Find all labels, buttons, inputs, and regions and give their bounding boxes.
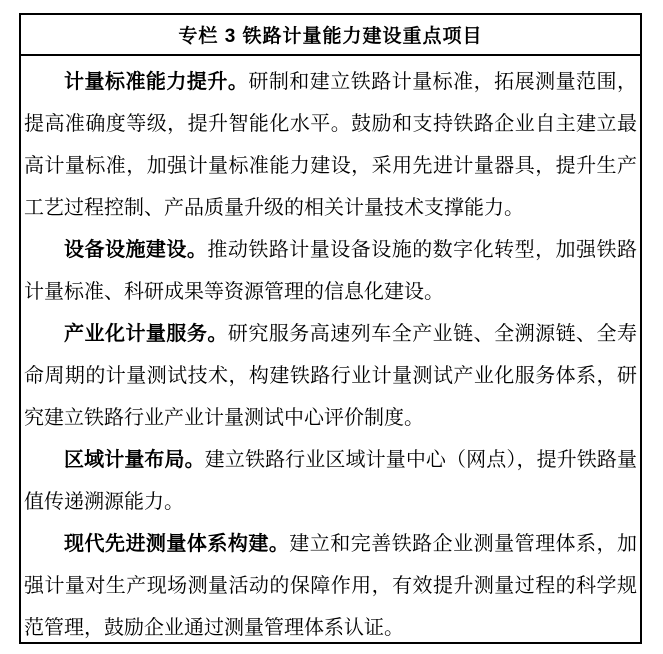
column-box-panel [19,13,642,644]
paragraph-lead: 区域计量布局。 [64,449,205,471]
paragraph-text: 推动铁路计量设备设施的数字化转型，加强铁路计量标准、科研成果等资源管理的信息化建设。 [24,239,638,303]
paragraph-lead: 现代先进测量体系构建。 [64,533,290,555]
paragraph [24,61,637,229]
panel-body [21,56,640,649]
paragraph [24,523,637,649]
paragraph [24,313,637,439]
paragraph [24,229,637,313]
paragraph-text: 研究服务高速列车全产业链、全溯源链、全寿命周期的计量测试技术，构建铁路行业计量测试产业化服务体系，研究建立铁路行业产业计量测试中心评价制度。 [24,323,638,429]
paragraph-lead: 产业化计量服务。 [64,323,228,345]
paragraph-text: 研制和建立铁路计量标准，拓展测量范围，提高准确度等级，提升智能化水平。鼓励和支持铁路企业自主建立最高计量标准，加强计量标准能力建设，采用先进计量器具，提升生产工艺过程控制、产品质量升级的相关计量技术支撑能力。 [24,71,638,219]
paragraph-lead: 计量标准能力提升。 [64,71,249,93]
paragraph-lead: 设备设施建设。 [64,239,208,261]
paragraph-text: 建立铁路行业区域计量中心（网点），提升铁路量值传递溯源能力。 [24,449,637,513]
panel-title: 专栏 3 铁路计量能力建设重点项目 [21,15,640,56]
paragraph-text: 建立和完善铁路企业测量管理体系，加强计量对生产现场测量活动的保障作用，有效提升测量过程的科学规范管理，鼓励企业通过测量管理体系认证。 [24,533,638,639]
paragraph [24,439,637,523]
